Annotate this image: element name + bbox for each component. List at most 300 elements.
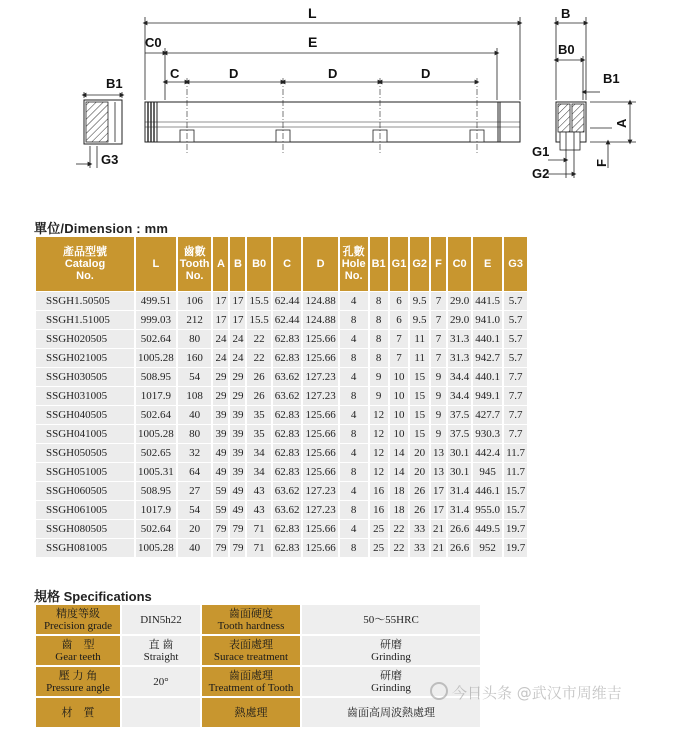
table-cell: 15 [410,425,429,443]
table-cell: 7 [431,349,446,367]
table-cell: 124.88 [303,292,337,310]
table-cell: 508.95 [136,482,176,500]
table-row [36,330,527,348]
table-cell: 20 [178,520,212,538]
table-cell: 62.83 [273,539,302,557]
table-header-cell [448,237,471,291]
spec-label-2 [202,667,300,696]
table-cell: 26 [247,368,270,386]
table-cell: 26 [247,387,270,405]
label-C: C [170,66,180,81]
label-D-3: D [421,66,431,81]
table-cell: 16 [370,501,388,519]
table-cell: 9 [431,387,446,405]
table-row [36,539,527,557]
table-cell: 80 [178,330,212,348]
table-cell: 26 [410,501,429,519]
table-cell: 13 [431,444,446,462]
table-cell: 4 [340,520,368,538]
table-cell: 8 [340,501,368,519]
table-cell: 14 [390,463,409,481]
header-line: F [435,258,442,270]
table-cell: 32 [178,444,212,462]
table-cell: 27 [178,482,212,500]
table-cell: 15 [410,406,429,424]
spec-row [36,667,480,696]
table-cell: 34.4 [448,387,471,405]
table-cell: 59 [213,482,228,500]
table-cell: 15.7 [504,482,527,500]
table-cell: 49 [230,482,245,500]
table-cell: 12 [370,425,388,443]
table-cell: 79 [230,539,245,557]
table-header-cell [473,237,502,291]
table-cell: 5.7 [504,330,527,348]
table-header-cell [247,237,270,291]
label-L: L [308,5,317,21]
header-line: L [152,258,160,270]
table-cell: 62.83 [273,463,302,481]
watermark [430,682,622,703]
header-line: 齒數 [183,246,206,258]
table-cell: 54 [178,501,212,519]
table-cell: 125.66 [303,349,337,367]
table-cell: 124.88 [303,311,337,329]
table-row [36,501,527,519]
header-line: Hole [341,258,366,270]
table-cell: 71 [247,520,270,538]
table-cell: 15 [410,368,429,386]
table-cell: 31.4 [448,482,471,500]
table-cell: 4 [340,368,368,386]
table-cell: 29 [230,368,245,386]
table-header-cell [273,237,302,291]
table-cell: 20 [410,463,429,481]
label-B0: B0 [558,42,575,57]
table-cell: 62.83 [273,425,302,443]
spec-value-line: 20° [153,675,169,688]
table-cell: 952 [473,539,502,557]
table-cell: 39 [230,406,245,424]
table-cell: 33 [410,539,429,557]
table-cell: 49 [213,463,228,481]
table-cell: 7 [390,349,409,367]
table-cell: 1017.9 [136,501,176,519]
table-cell: 63.62 [273,387,302,405]
spec-value [122,605,200,634]
spec-label-2 [202,698,300,727]
table-cell: 15.5 [247,292,270,310]
specifications-table [34,603,482,729]
catalog-number-cell: SSGH060505 [36,482,134,500]
spec-value [122,636,200,665]
spec-value [122,667,200,696]
table-cell: 7 [431,292,446,310]
table-cell: 21 [431,520,446,538]
table-cell: 930.3 [473,425,502,443]
header-line: 孔數 [342,246,365,258]
table-cell: 79 [230,520,245,538]
table-cell: 40 [178,539,212,557]
table-cell: 62.83 [273,406,302,424]
table-cell: 18 [390,482,409,500]
table-cell: 502.64 [136,330,176,348]
table-header-cell [230,237,245,291]
table-cell: 19.7 [504,520,527,538]
table-cell: 9 [431,425,446,443]
table-cell: 8 [370,330,388,348]
table-cell: 125.66 [303,444,337,462]
table-cell: 10 [390,368,409,386]
table-cell: 16 [370,482,388,500]
table-cell: 37.5 [448,406,471,424]
table-cell: 22 [390,539,409,557]
table-row [36,311,527,329]
table-cell: 39 [213,425,228,443]
spec-value-2-line: 50～55HRC [363,613,419,626]
table-cell: 11.7 [504,444,527,462]
dimension-table [34,236,529,558]
watermark-text: 今日头条 @武汉市周维吉 [452,684,622,702]
table-cell: 941.0 [473,311,502,329]
table-cell: 43 [247,501,270,519]
table-cell: 34 [247,444,270,462]
table-header-cell [303,237,337,291]
table-cell: 442.4 [473,444,502,462]
table-cell: 125.66 [303,520,337,538]
label-D-2: D [328,66,338,81]
table-cell: 5.7 [504,349,527,367]
table-row [36,482,527,500]
table-cell: 440.1 [473,368,502,386]
table-cell: 160 [178,349,212,367]
table-cell: 79 [213,520,228,538]
table-cell: 8 [340,311,368,329]
spec-value-2 [302,636,480,665]
table-cell: 127.23 [303,501,337,519]
table-cell: 945 [473,463,502,481]
table-cell: 4 [340,482,368,500]
rack-side-view [145,17,520,154]
table-cell: 9.5 [410,311,429,329]
label-E: E [308,34,318,50]
spec-row [36,698,480,727]
table-cell: 7.7 [504,406,527,424]
table-cell: 8 [340,387,368,405]
spec-label-2-line: Surace treatment [213,650,289,663]
table-cell: 8 [370,349,388,367]
table-cell: 21 [431,539,446,557]
specifications-title: 規格 Specifications [34,589,152,604]
table-cell: 5.7 [504,311,527,329]
table-cell: 26.6 [448,539,471,557]
spec-label-2-line: 齒面硬度 [229,607,273,620]
header-line: C0 [452,258,467,270]
table-cell: 19.7 [504,539,527,557]
table-cell: 34 [247,463,270,481]
watermark-logo-icon [430,682,448,700]
spec-row [36,636,480,665]
table-cell: 43 [247,482,270,500]
table-cell: 29.0 [448,292,471,310]
table-cell: 108 [178,387,212,405]
table-cell: 63.62 [273,501,302,519]
table-cell: 125.66 [303,539,337,557]
table-cell: 125.66 [303,330,337,348]
spec-value-2-line: Grinding [371,650,411,663]
header-line: Catalog [64,258,106,270]
table-cell: 8 [370,292,388,310]
table-cell: 63.62 [273,482,302,500]
label-G3: G3 [101,152,119,167]
table-cell: 62.83 [273,349,302,367]
table-row [36,463,527,481]
table-cell: 62.83 [273,330,302,348]
table-header-cell [213,237,228,291]
table-cell: 62.44 [273,292,302,310]
table-header-cell [36,237,134,291]
catalog-number-cell: SSGH081005 [36,539,134,557]
table-cell: 125.66 [303,463,337,481]
header-line: No. [185,270,204,282]
table-row [36,368,527,386]
table-cell: 54 [178,368,212,386]
catalog-number-cell: SSGH061005 [36,501,134,519]
spec-label [36,605,120,634]
table-cell: 80 [178,425,212,443]
table-cell: 7 [431,311,446,329]
table-cell: 20 [410,444,429,462]
table-cell: 7 [390,330,409,348]
table-cell: 441.5 [473,292,502,310]
catalog-number-cell: SSGH030505 [36,368,134,386]
rack-technical-drawing [0,0,692,215]
table-cell: 71 [247,539,270,557]
table-cell: 24 [213,330,228,348]
catalog-number-cell: SSGH1.51005 [36,311,134,329]
label-F: F [594,159,609,167]
catalog-number-cell: SSGH1.50505 [36,292,134,310]
table-cell: 4 [340,330,368,348]
table-cell: 64 [178,463,212,481]
table-header-cell [340,237,368,291]
table-row [36,387,527,405]
table-cell: 49 [213,444,228,462]
table-cell: 15.5 [247,311,270,329]
table-cell: 30.1 [448,444,471,462]
table-cell: 8 [340,463,368,481]
table-cell: 11.7 [504,463,527,481]
table-header-cell [390,237,409,291]
table-header-cell [504,237,527,291]
table-cell: 8 [370,311,388,329]
label-G1: G1 [532,144,550,159]
table-header-cell [431,237,446,291]
header-line: B1 [371,258,386,270]
table-cell: 1005.28 [136,425,176,443]
table-cell: 29 [230,387,245,405]
table-header-cell [410,237,429,291]
table-cell: 29.0 [448,311,471,329]
table-cell: 26.6 [448,520,471,538]
table-cell: 12 [370,406,388,424]
spec-label-line: Gear teeth [55,650,101,663]
header-line: Tooth [179,258,210,270]
table-cell: 127.23 [303,368,337,386]
table-cell: 7.7 [504,368,527,386]
table-cell: 31.4 [448,501,471,519]
table-cell: 12 [370,444,388,462]
table-cell: 24 [230,349,245,367]
table-cell: 39 [213,406,228,424]
table-cell: 9.5 [410,292,429,310]
table-cell: 6 [390,292,409,310]
table-cell: 949.1 [473,387,502,405]
table-cell: 942.7 [473,349,502,367]
label-D-1: D [229,66,239,81]
table-header-cell [370,237,388,291]
table-cell: 29 [213,368,228,386]
spec-label [36,667,120,696]
table-row [36,520,527,538]
table-cell: 31.3 [448,330,471,348]
table-cell: 9 [370,387,388,405]
table-cell: 35 [247,425,270,443]
spec-label-2-line: 熱處理 [234,706,268,719]
table-cell: 446.1 [473,482,502,500]
table-cell: 33 [410,520,429,538]
table-row [36,292,527,310]
table-cell: 9 [431,406,446,424]
catalog-number-cell: SSGH031005 [36,387,134,405]
label-B: B [561,6,571,21]
spec-value-2-line: Grinding [371,681,411,694]
header-line: A [217,258,225,270]
catalog-number-cell: SSGH051005 [36,463,134,481]
table-cell: 999.03 [136,311,176,329]
label-B1-left: B1 [106,76,123,91]
table-cell: 17 [431,482,446,500]
table-cell: 7.7 [504,387,527,405]
spec-label-2-line: 表面處理 [229,638,273,651]
table-cell: 6 [390,311,409,329]
label-B1-right: B1 [603,71,620,86]
table-cell: 955.0 [473,501,502,519]
table-row [36,425,527,443]
spec-row [36,605,480,634]
table-cell: 7.7 [504,425,527,443]
table-cell: 212 [178,311,212,329]
table-header-cell [136,237,176,291]
table-cell: 1005.28 [136,349,176,367]
spec-label-line: Pressure angle [46,681,110,694]
table-cell: 25 [370,520,388,538]
table-header-row [36,237,527,291]
table-cell: 22 [390,520,409,538]
header-line: G3 [508,258,523,270]
catalog-number-cell: SSGH080505 [36,520,134,538]
table-cell: 427.7 [473,406,502,424]
spec-label-2-line: 齒面處理 [229,669,273,682]
table-cell: 62.83 [273,520,302,538]
table-cell: 7 [431,330,446,348]
table-cell: 17 [230,292,245,310]
spec-label [36,698,120,727]
table-cell: 127.23 [303,387,337,405]
table-cell: 39 [230,425,245,443]
header-line: C [283,258,292,270]
table-cell: 9 [370,368,388,386]
table-cell: 39 [230,463,245,481]
table-cell: 79 [213,539,228,557]
table-cell: 62.44 [273,311,302,329]
table-cell: 25 [370,539,388,557]
header-line: No. [76,270,94,282]
label-C0: C0 [145,35,162,50]
table-cell: 4 [340,406,368,424]
label-A: A [614,118,629,128]
table-cell: 18 [390,501,409,519]
table-cell: 8 [340,349,368,367]
table-cell: 63.62 [273,368,302,386]
header-line: E [483,258,492,270]
spec-value [122,698,200,727]
table-cell: 26 [410,482,429,500]
table-row [36,406,527,424]
table-cell: 1005.31 [136,463,176,481]
spec-value-2 [302,605,480,634]
header-line: D [316,258,325,270]
spec-label-line: 精度等級 [56,607,100,620]
spec-label-2-line: Treatment of Tooth [208,681,294,694]
catalog-number-cell: SSGH040505 [36,406,134,424]
label-G2: G2 [532,166,550,181]
header-line: 產品型號 [63,246,107,258]
table-row [36,349,527,367]
table-cell: 5.7 [504,292,527,310]
spec-label-2 [202,605,300,634]
table-cell: 34.4 [448,368,471,386]
table-cell: 62.83 [273,444,302,462]
header-line: B [234,258,242,270]
table-cell: 17 [431,501,446,519]
spec-label-line: 壓 力 角 [58,669,98,682]
table-cell: 13 [431,463,446,481]
table-cell: 1005.28 [136,539,176,557]
table-cell: 8 [340,539,368,557]
table-cell: 40 [178,406,212,424]
spec-value-2-line: 研磨 [380,669,402,682]
table-cell: 10 [390,387,409,405]
table-cell: 502.64 [136,520,176,538]
table-cell: 39 [230,444,245,462]
table-cell: 59 [213,501,228,519]
spec-value-line: DIN5h22 [140,613,182,626]
table-cell: 127.23 [303,482,337,500]
spec-label [36,636,120,665]
table-cell: 10 [390,425,409,443]
table-cell: 449.5 [473,520,502,538]
table-cell: 8 [340,425,368,443]
table-cell: 11 [410,330,429,348]
table-cell: 30.1 [448,463,471,481]
table-row [36,444,527,462]
spec-label-line: Precision grade [43,619,113,632]
table-cell: 4 [340,444,368,462]
spec-label-2-line: Tooth hardness [217,619,285,632]
table-cell: 22 [247,330,270,348]
table-cell: 17 [213,311,228,329]
